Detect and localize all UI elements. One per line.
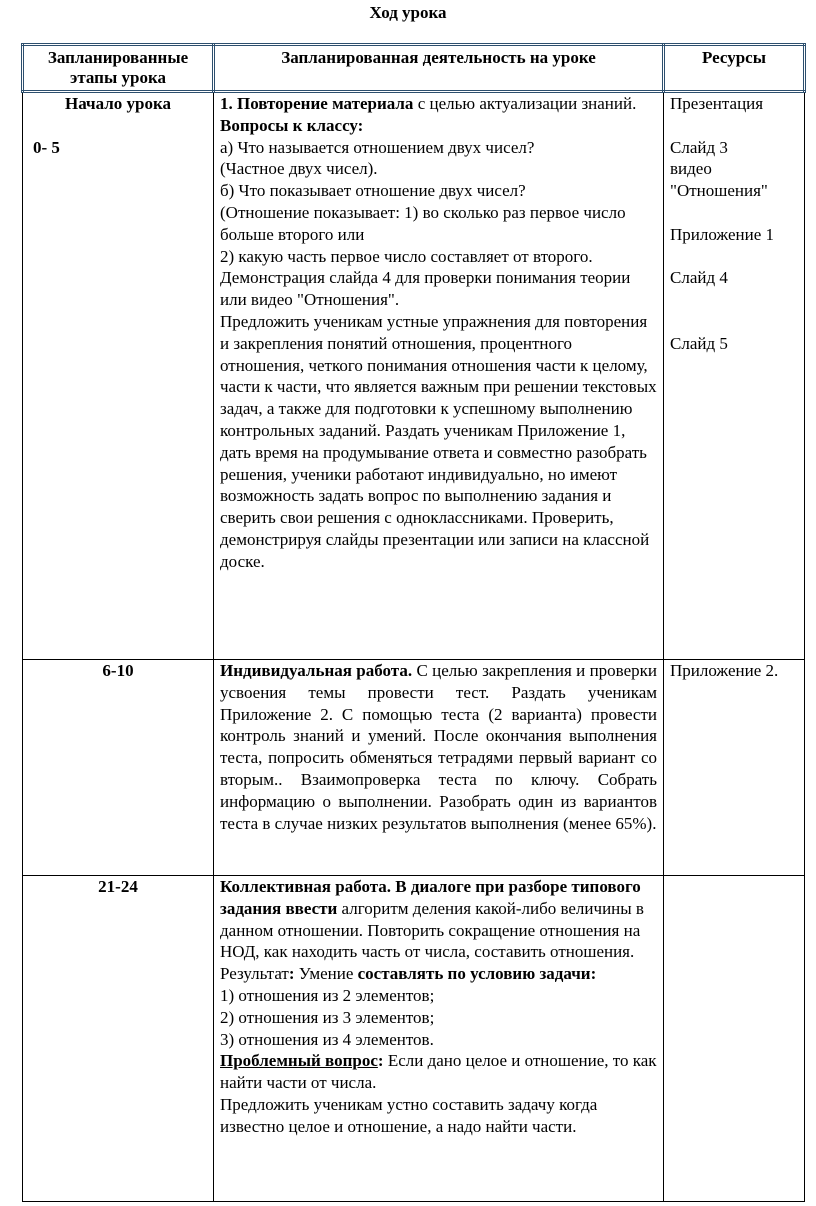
problem-label: Проблемный вопрос: [220, 1051, 378, 1071]
resource-slide-5: Слайд 5: [670, 333, 728, 353]
stage-name: Начало урока: [64, 94, 172, 113]
table-header-row: [23, 45, 805, 92]
question-b-answer-2: 2) какую часть первое число составляет от второго.: [220, 246, 593, 266]
activity-text: С целью закрепления и проверки усвоения темы провести тест. Раздать ученикам Приложение 2. С помощью теста (2 варианта) провести контроль знаний и умений. После окончания выполнения теста, попросить обменяться тетрадями первый вариант со вторым.. Взаимопроверка теста по ключу. Собрать информацию о выполнении. Разобрать один из вариантов теста в случае низких результатов выполнения (менее 65%).: [220, 661, 658, 833]
resource-slide-4: Слайд 4: [670, 268, 728, 288]
activity-lead-text: с целью актуализации знаний.: [413, 94, 637, 113]
resources-cell: [664, 92, 805, 660]
activity-lead: [220, 876, 657, 963]
activity-cell: [214, 92, 664, 660]
problem-question: [220, 1050, 657, 1094]
question-b: б) Что показывает отношение двух чисел?: [220, 181, 526, 201]
question-a-answer: (Частное двух чисел).: [220, 159, 378, 179]
activity-lead-bold: Коллективная работа. В диалоге при разборе типового задания ввести: [220, 877, 641, 918]
result-line: [220, 963, 657, 985]
problem-text: Если дано целое и отношение, то как найти части от числа.: [220, 1051, 657, 1093]
questions-heading: Вопросы к классу:: [220, 115, 364, 135]
result-item-1: 1) отношения из 2 элементов;: [220, 985, 435, 1005]
result-skill: Умение: [294, 964, 354, 984]
resources-cell: [664, 660, 805, 876]
resource-appendix-2: Приложение 2.: [670, 661, 779, 680]
result-label: Результат: [220, 964, 289, 984]
stage-time: 6-10: [102, 661, 134, 680]
question-a: а) Что называется отношением двух чисел?: [220, 137, 535, 157]
result-item-3: 3) отношения из 4 элементов.: [220, 1029, 434, 1049]
exercises-text: Предложить ученикам устные упражнения для повторения и закрепления понятий отношения, процентного отношения, четкого понимания отношения части к целому, части к части, что является важным при решении текстовых задач, а также для подготовки к успешному выполнению контрольных заданий. Раздать ученикам Приложение 1, дать время на продумывание ответа и совместно разобрать решения, ученики работают индивидуально, но имеют возможность задать вопрос по выполнению задания и сверить свои решения с одноклассниками. Проверить, демонстрируя слайды презентации или записи на классной доске.: [220, 311, 657, 571]
header-activity: Запланированная деятельность на уроке: [214, 45, 664, 92]
table-row: [23, 876, 805, 1202]
resources-cell: [664, 876, 805, 1202]
activity-cell: [214, 660, 664, 876]
activity-lead-text: алгоритм деления какой-либо величины в данном отношении. Повторить сокращение отношения на НОД, как находить часть от числа, составить отношения.: [220, 898, 644, 962]
result-skill-bold: составлять по условию задачи:: [353, 964, 597, 984]
stage-cell: [23, 660, 214, 876]
activity-lead-bold: 1. Повторение материала: [220, 94, 414, 113]
question-b-answer-1: (Отношение показывает: 1) во сколько раз первое число больше второго или: [220, 202, 626, 244]
lesson-plan-table: [21, 43, 806, 1202]
result-colon: :: [288, 964, 295, 984]
activity-lead: [220, 93, 657, 115]
stage-time: 0- 5: [33, 137, 60, 157]
stage-cell: [23, 92, 214, 660]
resource-slide-3: Слайд 3: [670, 137, 728, 157]
stage-cell: [23, 876, 214, 1202]
header-stages: Запланированные этапы урока: [23, 45, 214, 92]
resource-presentation: Презентация: [670, 94, 764, 113]
table-row: [23, 92, 805, 660]
header-resources: Ресурсы: [664, 45, 805, 92]
result-item-2: 2) отношения из 3 элементов;: [220, 1007, 435, 1027]
problem-colon: :: [377, 1051, 384, 1071]
resource-video-name: "Отношения": [670, 181, 768, 201]
page-title: Ход урока: [369, 3, 447, 22]
stage-time: 21-24: [98, 877, 138, 896]
demo-text: Демонстрация слайда 4 для проверки понимания теории или видео "Отношения".: [220, 268, 631, 310]
resource-appendix-1: Приложение 1: [670, 224, 774, 244]
activity-cell: [214, 876, 664, 1202]
table-row: [23, 660, 805, 876]
task-text: Предложить ученикам устно составить задачу когда известно целое и отношение, а надо найти части.: [220, 1094, 598, 1136]
resource-video: видео: [670, 159, 712, 179]
activity-lead-bold: Индивидуальная работа.: [220, 661, 413, 680]
